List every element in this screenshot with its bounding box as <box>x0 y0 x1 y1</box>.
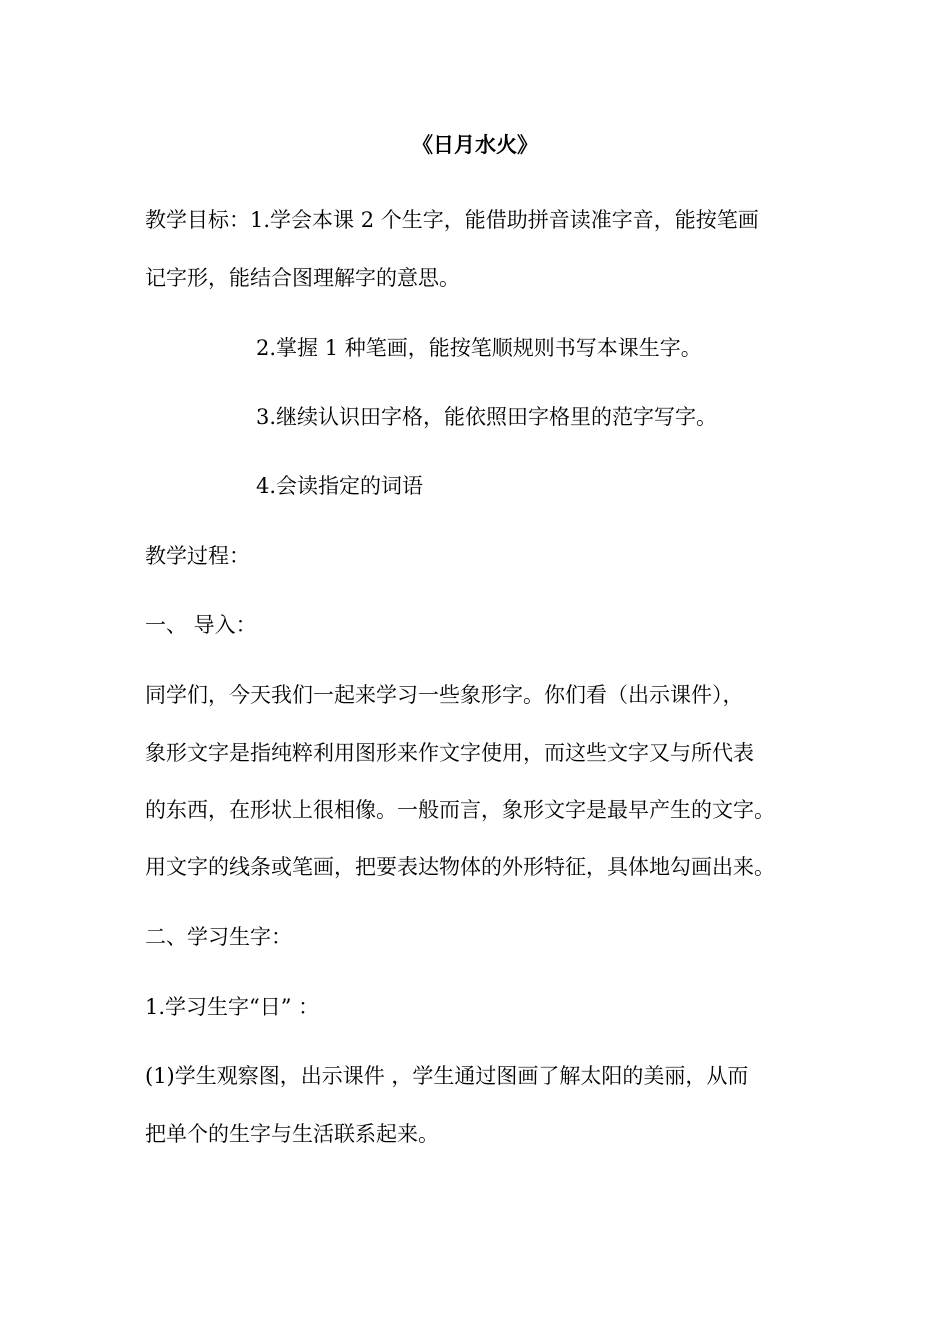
step-1-line-1: (1)学生观察图，出示课件 ，学生通过图画了解太阳的美丽，从而 <box>145 1064 749 1088</box>
objective-line-3: 3.继续认识田字格，能依照田字格里的范字写字。 <box>256 405 718 429</box>
objective-line-1-continued: 记字形，能结合图理解字的意思。 <box>145 266 460 290</box>
objective-line-4: 4.会读指定的词语 <box>256 474 424 498</box>
document-title: 《日月水火》 <box>412 133 538 157</box>
intro-paragraph-line-1: 同学们，今天我们一起来学习一些象形字。你们看（出示课件）， <box>145 683 744 707</box>
objective-line-2: 2.掌握 1 种笔画，能按笔顺规则书写本课生字。 <box>256 336 702 360</box>
step-1-line-2: 把单个的生字与生活联系起来。 <box>145 1122 439 1146</box>
section-heading-characters: 二、学习生字： <box>145 925 292 949</box>
subsection-heading-ri: 1.学习生字“日” ： <box>145 995 320 1019</box>
intro-paragraph-line-3: 的东西，在形状上很相像。一般而言，象形文字是最早产生的文字。 <box>145 798 775 822</box>
intro-paragraph-line-2: 象形文字是指纯粹利用图形来作文字使用，而这些文字又与所代表 <box>145 741 754 765</box>
objective-line-1: 教学目标：1.学会本课 2 个生字，能借助拼音读准字音，能按笔画 <box>145 208 759 232</box>
section-heading-intro: 一、 导入： <box>145 613 257 637</box>
intro-paragraph-line-4: 用文字的线条或笔画，把要表达物体的外形特征，具体地勾画出来。 <box>145 855 775 879</box>
process-heading: 教学过程： <box>145 544 250 568</box>
